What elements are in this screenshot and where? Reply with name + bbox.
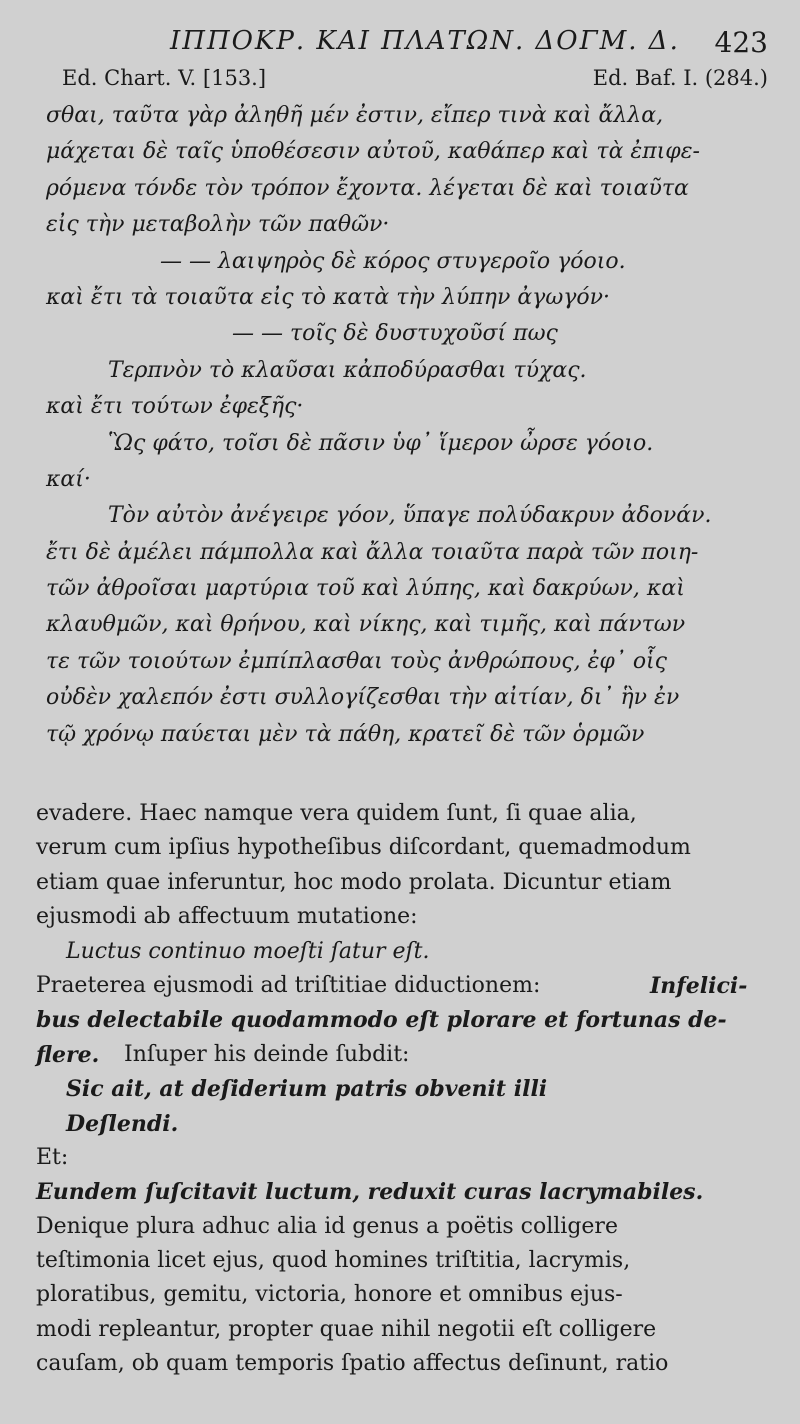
greek-line: τῷ χρόνῳ παύεται μὲν τὰ πάθη, κρατεῖ δὲ τῶν ὁρμῶν [46,721,645,747]
greek-line: τε τῶν τοιούτων ἐμπίπλασθαι τοὺς ἀνθρώπους, ἐφ᾽ οἷς [46,648,668,674]
greek-line: σθαι, ταῦτα γὰρ ἀληθῆ μέν ἐστιν, εἴπερ τινὰ καὶ ἄλλα, [46,103,664,128]
greek-line: καί· [46,466,91,492]
latin-line: cauſam, ob quam temporis ſpatio affectus deſinunt, ratio [36,1351,669,1377]
latin-line: teſtimonia licet ejus, quod homines triſtitia, lacrymis, [36,1248,631,1274]
latin-line: evadere. Haec namque vera quidem ſunt, ſi quae alia, [36,801,637,826]
latin-line: verum cum ipſius hypotheſibus diſcordant, quemadmodum [36,835,691,861]
greek-line: καὶ ἔτι τὰ τοιαῦτα εἰς τὸ κατὰ τὴν λύπην ἀγωγόν· [46,284,611,310]
latin-line: ploratibus, gemitu, victoria, honore et omnibus ejus- [36,1282,623,1308]
greek-verse-line: — — λαιψηρὸς δὲ κόρος στυγεροῖο γόοιο. [160,248,626,274]
latin-line: Denique plura adhuc alia id genus a poëtis colligere [36,1213,618,1239]
greek-line: τῶν ἀθροῖσαι μαρτύρια τοῦ καὶ λύπης, καὶ δακρύων, καὶ [46,576,685,602]
edition-chartier: Ed. Chart. V. [153.] [62,66,267,90]
latin-verse-line: Deſlendi. [66,1110,179,1137]
latin-line: Praeterea ejusmodi ad triſtitiae diductionem: Infelici- [36,972,748,999]
greek-verse-line: Τερπνὸν τὸ κλαῦσαι κἀποδύρασθαι τύχας. [108,357,587,383]
greek-line: οὐδὲν χαλεπόν ἐστι συλλογίζεσθαι τὴν αἰτίαν, δι᾽ ἣν ἐν [46,685,680,711]
running-title: ΙΠΠΟΚΡ. ΚΑΙ ΠΛΑΤΩΝ. ΔΟΓΜ. Δ. [170,26,680,56]
latin-line: flere. Inſuper his deinde ſubdit: [36,1041,410,1068]
greek-line: εἰς τὴν μεταβολὴν τῶν παθῶν· [46,212,390,238]
latin-line: modi repleantur, propter quae nihil negotii eſt colligere [36,1316,657,1342]
latin-line: etiam quae inferuntur, hoc modo prolata. Dicuntur etiam [36,869,672,895]
greek-line: μάχεται δὲ ταῖς ὑποθέσεσιν αὐτοῦ, καθάπερ καὶ τὰ ἐπιφε- [46,139,700,165]
greek-text [0,98,800,753]
latin-verse-line: Sic ait, at deſiderium patris obvenit illi [66,1076,548,1103]
page-number: 423 [714,26,768,59]
greek-line: ἔτι δὲ ἀμέλει πάμπολλα καὶ ἄλλα τοιαῦτα παρὰ τῶν ποιη- [46,539,699,565]
latin-verse-line: bus delectabile quodammodo eſt plorare et fortunas de- [36,1007,727,1034]
greek-verse-line: Τὸν αὐτὸν ἀνέγειρε γόον, ὕπαγε πολύδακρυν ἀδονάν. [108,503,712,529]
edition-references [0,66,800,96]
greek-verse-line: Ὣς φάτο, τοῖσι δὲ πᾶσιν ὑφ᾽ ἵμερον ὦρσε γόοιο. [108,430,654,456]
latin-line: ejusmodi ab affectuum mutatione: [36,904,418,930]
greek-verse-line: — — τοῖς δὲ δυστυχοῦσί πως [232,321,558,347]
latin-line: Et: [36,1144,69,1170]
latin-verse-line: Luctus continuo moeſti ſatur eſt. [66,938,430,964]
greek-line: καὶ ἔτι τούτων ἐφεξῆς· [46,394,304,420]
greek-line: ρόμενα τόνδε τὸν τρόπον ἔχοντα. λέγεται δὲ καὶ τοιαῦτα [46,175,689,201]
greek-line: κλαυθμῶν, καὶ θρήνου, καὶ νίκης, καὶ τιμῆς, καὶ πάντων [46,612,686,638]
edition-basel: Ed. Baf. I. (284.) [592,66,768,90]
page-header [0,26,800,62]
latin-translation [0,797,800,1382]
latin-verse-line: Eundem ſuſcitavit luctum, reduxit curas lacrymabiles. [36,1179,704,1206]
